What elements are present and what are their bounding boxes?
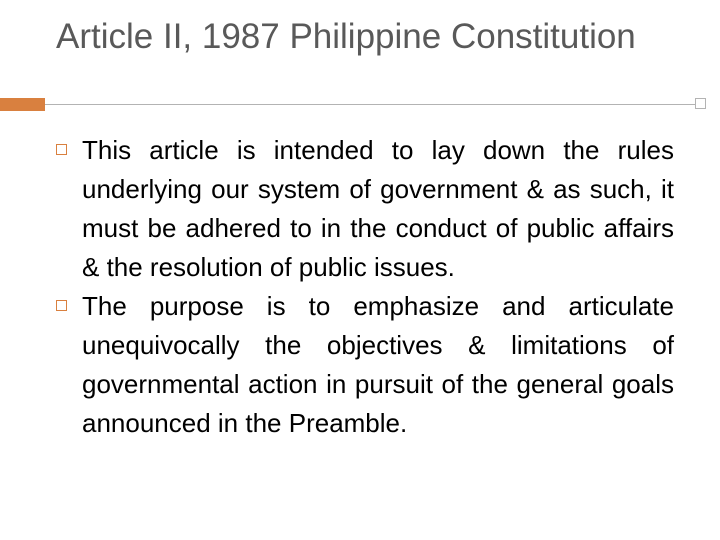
slide-body (56, 131, 674, 443)
bullet-text: This article is intended to lay down the rules underlying our system of government & as such, it must be adhered to in the conduct of public affairs & the resolution of public issues. (82, 135, 674, 282)
divider-end-square-icon (695, 98, 706, 109)
bullet-item (56, 287, 674, 443)
title-accent-bar (0, 98, 45, 111)
bullet-text: The purpose is to emphasize and articulate unequivocally the objectives & limitations of governmental action in pursuit of the general goals announced in the Preamble. (82, 291, 674, 438)
hollow-square-bullet-icon (56, 144, 67, 155)
slide-title: Article II, 1987 Philippine Constitution (56, 17, 636, 56)
title-divider-line (45, 104, 695, 105)
hollow-square-bullet-icon (56, 300, 67, 311)
bullet-item (56, 131, 674, 287)
